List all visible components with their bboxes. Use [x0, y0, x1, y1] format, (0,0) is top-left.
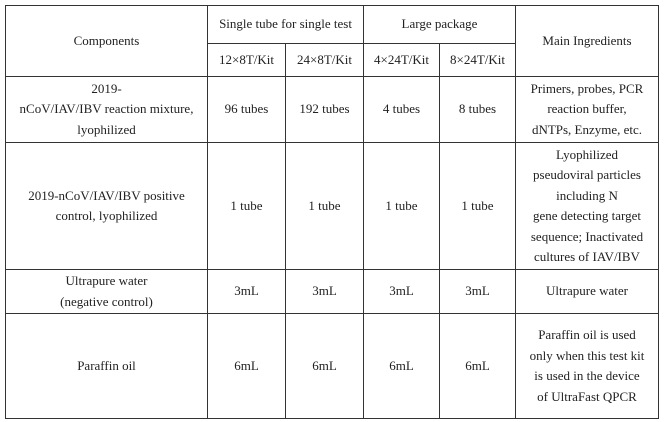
header-row-top: [6, 6, 659, 44]
component-cell: 2019- nCoV/IAV/IBV reaction mixture, lyophilized: [6, 77, 208, 143]
header-col-24x8t: 24×8T/Kit: [286, 44, 364, 77]
quantity-cell: 4 tubes: [364, 77, 440, 143]
table-row: [6, 77, 659, 143]
quantity-cell: 3mL: [208, 270, 286, 314]
quantity-cell: 3mL: [364, 270, 440, 314]
ingredients-cell: Lyophilized pseudoviral particles including N gene detecting target sequence; Inactivated cultures of IAV/IBV: [516, 143, 659, 270]
table-row: [6, 270, 659, 314]
quantity-cell: 1 tube: [364, 143, 440, 270]
component-cell: Paraffin oil: [6, 314, 208, 419]
component-cell: Ultrapure water (negative control): [6, 270, 208, 314]
table-row: [6, 314, 659, 419]
quantity-cell: 3mL: [440, 270, 516, 314]
quantity-cell: 6mL: [364, 314, 440, 419]
header-components: Components: [6, 6, 208, 77]
quantity-cell: 3mL: [286, 270, 364, 314]
ingredients-cell: Paraffin oil is used only when this test kit is used in the device of UltraFast QPCR: [516, 314, 659, 419]
header-main-ingredients: Main Ingredients: [516, 6, 659, 77]
header-col-12x8t: 12×8T/Kit: [208, 44, 286, 77]
kit-components-table: [5, 5, 659, 419]
quantity-cell: 1 tube: [286, 143, 364, 270]
quantity-cell: 6mL: [208, 314, 286, 419]
ingredients-cell: Ultrapure water: [516, 270, 659, 314]
quantity-cell: 96 tubes: [208, 77, 286, 143]
header-col-8x24t: 8×24T/Kit: [440, 44, 516, 77]
component-cell: 2019-nCoV/IAV/IBV positive control, lyophilized: [6, 143, 208, 270]
quantity-cell: 6mL: [440, 314, 516, 419]
quantity-cell: 1 tube: [208, 143, 286, 270]
header-col-4x24t: 4×24T/Kit: [364, 44, 440, 77]
quantity-cell: 1 tube: [440, 143, 516, 270]
quantity-cell: 192 tubes: [286, 77, 364, 143]
table-row: [6, 143, 659, 270]
ingredients-cell: Primers, probes, PCR reaction buffer, dNTPs, Enzyme, etc.: [516, 77, 659, 143]
quantity-cell: 6mL: [286, 314, 364, 419]
header-large-package: Large package: [364, 6, 516, 44]
quantity-cell: 8 tubes: [440, 77, 516, 143]
header-single-tube: Single tube for single test: [208, 6, 364, 44]
